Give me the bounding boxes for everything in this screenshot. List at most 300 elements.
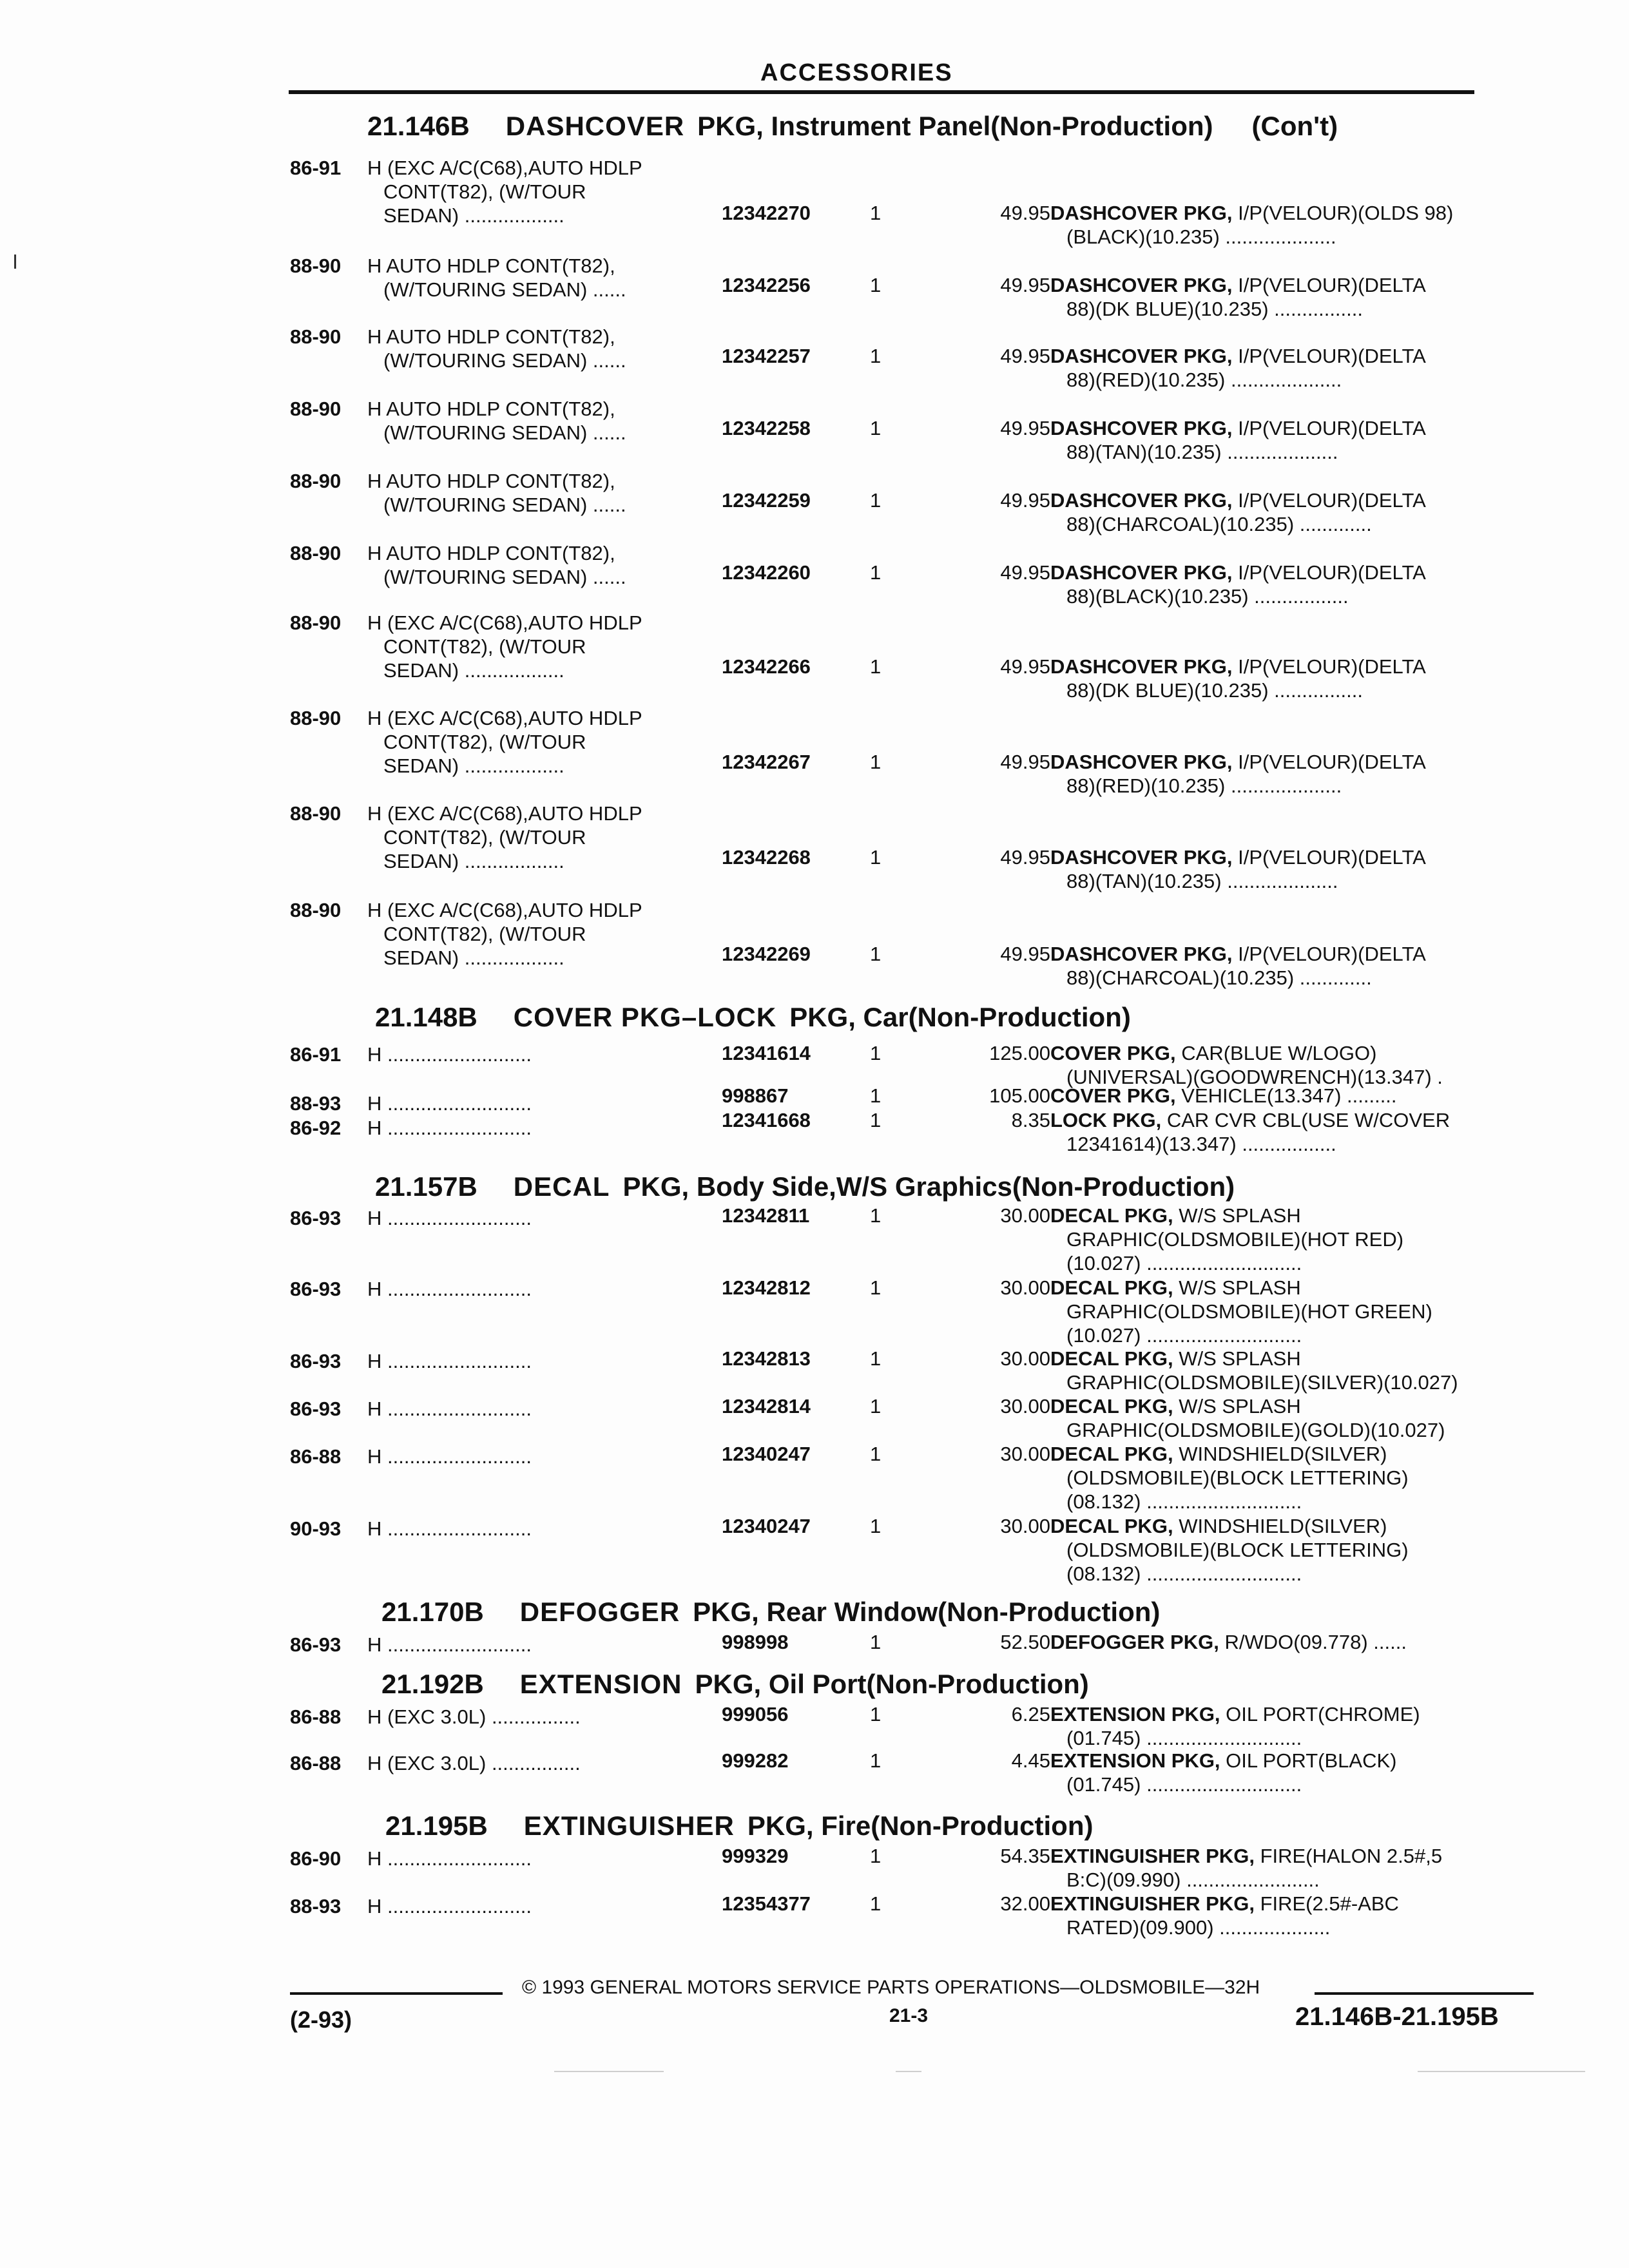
application-line: (W/TOURING SEDAN) ......: [383, 494, 626, 516]
application-text: [367, 325, 626, 372]
model-years: 86-91: [290, 1043, 342, 1066]
price: 30.00: [1000, 1395, 1050, 1418]
quantity: 1: [870, 489, 882, 512]
scan-artifact: [554, 2071, 664, 2072]
description-line: (10.027) ............................: [1066, 1324, 1302, 1347]
section-description: PKG, Car(Non-Production): [789, 1002, 1131, 1032]
part-number: 12342269: [722, 943, 811, 965]
model-years: 88-90: [290, 611, 342, 634]
quantity: 1: [870, 751, 882, 773]
price: 54.35: [1000, 1845, 1050, 1867]
application-line: CONT(T82), (W/TOUR: [383, 180, 586, 203]
footer-date: (2-93): [290, 2006, 352, 2033]
description-text: CAR(BLUE W/LOGO): [1181, 1042, 1377, 1064]
quantity: 1: [870, 1749, 882, 1772]
model-years: 86-93: [290, 1278, 342, 1300]
description-line: (08.132) ............................: [1066, 1490, 1302, 1513]
description-keyword: DASHCOVER PKG,: [1050, 274, 1233, 296]
application-line: (W/TOURING SEDAN) ......: [383, 421, 626, 444]
model-years: 88-90: [290, 255, 342, 277]
part-description: [1050, 1394, 1445, 1442]
part-description: [1050, 201, 1453, 249]
description-line: GRAPHIC(OLDSMOBILE)(HOT RED): [1066, 1228, 1404, 1251]
model-years: 88-90: [290, 398, 342, 420]
description-text: FIRE(HALON 2.5#,5: [1260, 1845, 1443, 1867]
description-line: [1050, 561, 1426, 584]
description-text: W/S SPLASH: [1179, 1347, 1301, 1370]
quantity: 1: [870, 561, 882, 584]
application-line: H ..........................: [367, 1207, 532, 1229]
quantity: 1: [870, 1443, 882, 1465]
application-text: [367, 469, 626, 517]
description-text: I/P(VELOUR)(OLDS 98): [1238, 202, 1454, 224]
quantity: 1: [870, 655, 882, 678]
price: 49.95: [1000, 274, 1050, 296]
description-keyword: DECAL PKG,: [1050, 1395, 1173, 1418]
description-line: 88)(TAN)(10.235) ....................: [1066, 441, 1338, 463]
model-years: 86-88: [290, 1706, 342, 1728]
model-years: 86-88: [290, 1445, 342, 1468]
application-line: H (EXC 3.0L) ................: [367, 1706, 581, 1728]
application-line: H ..........................: [367, 1847, 532, 1870]
description-line: (01.745) ............................: [1066, 1773, 1302, 1796]
application-text: [367, 1751, 581, 1775]
scan-mark: [14, 255, 16, 269]
quantity: 1: [870, 1845, 882, 1867]
section-number: 21.148B: [375, 1002, 477, 1032]
application-line: H ..........................: [367, 1633, 532, 1656]
description-line: 88)(TAN)(10.235) ....................: [1066, 870, 1338, 892]
description-line: B:C)(09.990) ........................: [1066, 1869, 1320, 1891]
part-number: 12342258: [722, 417, 811, 439]
part-description: [1050, 1204, 1403, 1275]
description-line: [1050, 1702, 1420, 1726]
description-line: 88)(DK BLUE)(10.235) ................: [1066, 298, 1363, 320]
section-heading: [381, 1597, 1160, 1628]
price: 49.95: [1000, 489, 1050, 512]
description-text: I/P(VELOUR)(DELTA: [1238, 561, 1426, 584]
description-text: I/P(VELOUR)(DELTA: [1238, 846, 1426, 869]
price: 30.00: [1000, 1443, 1050, 1465]
description-text: W/S SPLASH: [1179, 1276, 1301, 1299]
section-keyword: DEFOGGER: [519, 1597, 680, 1627]
part-number: 12342813: [722, 1347, 811, 1370]
application-line: H AUTO HDLP CONT(T82),: [367, 325, 615, 348]
description-line: GRAPHIC(OLDSMOBILE)(HOT GREEN): [1066, 1300, 1432, 1323]
description-line: [1050, 1347, 1458, 1370]
part-description: [1050, 1514, 1409, 1586]
price: 4.45: [1011, 1749, 1050, 1772]
application-line: H ..........................: [367, 1895, 532, 1917]
quantity: 1: [870, 846, 882, 869]
description-line: (10.027) ............................: [1066, 1252, 1302, 1274]
application-text: [367, 397, 626, 445]
application-text: [367, 156, 642, 227]
application-line: H ..........................: [367, 1043, 532, 1066]
quantity: 1: [870, 943, 882, 965]
description-keyword: COVER PKG,: [1050, 1084, 1176, 1107]
description-line: 88)(DK BLUE)(10.235) ................: [1066, 679, 1363, 702]
part-description: [1050, 273, 1426, 321]
description-line: [1050, 1084, 1397, 1108]
description-line: [1050, 488, 1426, 512]
part-number: 12340247: [722, 1443, 811, 1465]
description-line: [1050, 416, 1426, 440]
application-text: [367, 611, 642, 682]
model-years: 86-93: [290, 1633, 342, 1656]
application-line: (W/TOURING SEDAN) ......: [383, 566, 626, 588]
quantity: 1: [870, 1631, 882, 1653]
part-description: [1050, 1108, 1450, 1156]
price: 49.95: [1000, 345, 1050, 367]
part-description: [1050, 1442, 1409, 1514]
application-line: (W/TOURING SEDAN) ......: [383, 278, 626, 301]
price: 6.25: [1011, 1703, 1050, 1725]
description-keyword: DECAL PKG,: [1050, 1515, 1173, 1537]
description-line: (BLACK)(10.235) ....................: [1066, 226, 1336, 248]
description-line: [1050, 750, 1426, 774]
application-text: [367, 1445, 532, 1468]
section-heading: [375, 1171, 1235, 1202]
description-keyword: DASHCOVER PKG,: [1050, 345, 1233, 367]
section-heading: [381, 1669, 1089, 1700]
price: 49.95: [1000, 561, 1050, 584]
price: 105.00: [989, 1084, 1050, 1107]
description-keyword: COVER PKG,: [1050, 1042, 1176, 1064]
application-text: [367, 1397, 532, 1421]
application-line: H AUTO HDLP CONT(T82),: [367, 542, 615, 564]
description-keyword: DASHCOVER PKG,: [1050, 655, 1233, 678]
footer-rule-left: [290, 1992, 503, 1995]
application-line: CONT(T82), (W/TOUR: [383, 923, 586, 945]
description-text: I/P(VELOUR)(DELTA: [1238, 489, 1426, 512]
application-line: H (EXC A/C(C68),AUTO HDLP: [367, 611, 642, 634]
model-years: 86-92: [290, 1117, 342, 1139]
quantity: 1: [870, 345, 882, 367]
description-keyword: DASHCOVER PKG,: [1050, 489, 1233, 512]
model-years: 88-93: [290, 1092, 342, 1115]
section-number: 21.170B: [381, 1597, 484, 1627]
price: 49.95: [1000, 655, 1050, 678]
model-years: 86-93: [290, 1207, 342, 1229]
application-text: [367, 898, 642, 970]
section-description: PKG, Rear Window(Non-Production): [693, 1597, 1161, 1627]
application-line: CONT(T82), (W/TOUR: [383, 826, 586, 849]
description-text: W/S SPLASH: [1179, 1395, 1301, 1418]
application-line: H (EXC 3.0L) ................: [367, 1752, 581, 1774]
description-line: 88)(BLACK)(10.235) .................: [1066, 585, 1349, 608]
section-keyword: EXTENSION: [519, 1669, 682, 1699]
quantity: 1: [870, 1347, 882, 1370]
application-text: [367, 706, 642, 778]
description-keyword: DECAL PKG,: [1050, 1443, 1173, 1465]
application-text: [367, 1116, 532, 1140]
application-text: [367, 254, 626, 302]
part-description: [1050, 1084, 1397, 1108]
description-keyword: DASHCOVER PKG,: [1050, 751, 1233, 773]
description-line: [1050, 1041, 1443, 1065]
footer-section-range: 21.146B-21.195B: [1295, 2003, 1499, 2031]
description-line: (08.132) ............................: [1066, 1562, 1302, 1585]
application-line: SEDAN) ..................: [383, 659, 564, 682]
description-line: GRAPHIC(OLDSMOBILE)(GOLD)(10.027): [1066, 1419, 1445, 1441]
description-line: [1050, 1276, 1432, 1300]
description-keyword: DASHCOVER PKG,: [1050, 561, 1233, 584]
footer-rule-right: [1315, 1992, 1534, 1995]
application-line: H (EXC A/C(C68),AUTO HDLP: [367, 157, 642, 179]
part-number: 12342266: [722, 655, 811, 678]
description-text: I/P(VELOUR)(DELTA: [1238, 345, 1426, 367]
application-line: H ..........................: [367, 1350, 532, 1372]
part-description: [1050, 942, 1426, 990]
part-number: 12342260: [722, 561, 811, 584]
application-text: [367, 1705, 581, 1729]
part-number: 12342812: [722, 1276, 811, 1299]
description-text: I/P(VELOUR)(DELTA: [1238, 751, 1426, 773]
price: 49.95: [1000, 751, 1050, 773]
model-years: 88-90: [290, 707, 342, 729]
application-line: H ..........................: [367, 1445, 532, 1468]
price: 49.95: [1000, 417, 1050, 439]
page-header-title: ACCESSORIES: [760, 59, 953, 86]
description-text: WINDSHIELD(SILVER): [1179, 1443, 1387, 1465]
quantity: 1: [870, 274, 882, 296]
model-years: 88-90: [290, 802, 342, 825]
application-text: [367, 802, 642, 873]
description-keyword: DECAL PKG,: [1050, 1276, 1173, 1299]
model-years: 88-90: [290, 325, 342, 348]
section-heading: [375, 1002, 1131, 1033]
scan-artifact: [896, 2071, 921, 2072]
description-line: GRAPHIC(OLDSMOBILE)(SILVER)(10.027): [1066, 1371, 1458, 1394]
part-number: 12342814: [722, 1395, 811, 1418]
application-line: H (EXC A/C(C68),AUTO HDLP: [367, 707, 642, 729]
application-line: H ..........................: [367, 1517, 532, 1540]
quantity: 1: [870, 1042, 882, 1064]
description-line: (OLDSMOBILE)(BLOCK LETTERING): [1066, 1539, 1409, 1561]
model-years: 88-90: [290, 470, 342, 492]
section-number: 21.157B: [375, 1171, 477, 1202]
part-description: [1050, 1347, 1458, 1394]
description-keyword: EXTINGUISHER PKG,: [1050, 1892, 1255, 1915]
part-description: [1050, 561, 1426, 608]
application-line: H ..........................: [367, 1092, 532, 1115]
part-number: 12342270: [722, 202, 811, 224]
part-number: 12342256: [722, 274, 811, 296]
description-line: 88)(RED)(10.235) ....................: [1066, 774, 1342, 797]
description-keyword: LOCK PKG,: [1050, 1109, 1162, 1131]
description-text: I/P(VELOUR)(DELTA: [1238, 417, 1426, 439]
part-number: 12342267: [722, 751, 811, 773]
price: 49.95: [1000, 846, 1050, 869]
description-keyword: DECAL PKG,: [1050, 1204, 1173, 1227]
model-years: 86-90: [290, 1847, 342, 1870]
application-text: [367, 1277, 532, 1301]
part-description: [1050, 1276, 1432, 1347]
part-description: [1050, 845, 1426, 893]
description-text: W/S SPLASH: [1179, 1204, 1301, 1227]
description-text: OIL PORT(BLACK): [1226, 1749, 1397, 1772]
part-description: [1050, 655, 1426, 702]
application-line: H AUTO HDLP CONT(T82),: [367, 398, 615, 420]
price: 125.00: [989, 1042, 1050, 1064]
price: 30.00: [1000, 1204, 1050, 1227]
section-description: PKG, Body Side,W/S Graphics(Non-Production): [622, 1171, 1235, 1202]
part-number: 12342268: [722, 846, 811, 869]
price: 32.00: [1000, 1892, 1050, 1915]
price: 52.50: [1000, 1631, 1050, 1653]
part-description: [1050, 1892, 1399, 1939]
description-text: VEHICLE(13.347) .........: [1181, 1084, 1397, 1107]
model-years: 88-93: [290, 1895, 342, 1917]
section-number: 21.146B: [367, 111, 470, 141]
description-line: [1050, 845, 1426, 869]
part-number: 999329: [722, 1845, 789, 1867]
description-line: 88)(RED)(10.235) ....................: [1066, 369, 1342, 391]
part-number: 12354377: [722, 1892, 811, 1915]
description-text: I/P(VELOUR)(DELTA: [1238, 655, 1426, 678]
section-description: PKG, Oil Port(Non-Production): [695, 1669, 1089, 1699]
price: 49.95: [1000, 202, 1050, 224]
application-line: CONT(T82), (W/TOUR: [383, 731, 586, 753]
application-line: (W/TOURING SEDAN) ......: [383, 349, 626, 372]
description-line: RATED)(09.900) ....................: [1066, 1916, 1331, 1939]
model-years: 90-93: [290, 1517, 342, 1540]
quantity: 1: [870, 1395, 882, 1418]
part-number: 12340247: [722, 1515, 811, 1537]
description-line: [1050, 1108, 1450, 1132]
application-line: SEDAN) ..................: [383, 204, 564, 227]
application-text: [367, 1206, 532, 1230]
description-line: 12341614)(13.347) .................: [1066, 1133, 1336, 1155]
application-line: SEDAN) ..................: [383, 754, 564, 777]
application-text: [367, 1894, 532, 1918]
quantity: 1: [870, 1892, 882, 1915]
scan-artifact: [1418, 2071, 1585, 2072]
part-number: 999282: [722, 1749, 789, 1772]
model-years: 86-88: [290, 1752, 342, 1774]
description-line: [1050, 1892, 1399, 1916]
application-text: [367, 1043, 532, 1066]
application-line: H (EXC A/C(C68),AUTO HDLP: [367, 802, 642, 825]
model-years: 86-93: [290, 1398, 342, 1420]
application-line: H ..........................: [367, 1278, 532, 1300]
model-years: 86-91: [290, 157, 342, 179]
description-line: [1050, 1514, 1409, 1538]
price: 49.95: [1000, 943, 1050, 965]
part-description: [1050, 488, 1426, 536]
description-line: [1050, 344, 1426, 368]
quantity: 1: [870, 417, 882, 439]
part-description: [1050, 1702, 1420, 1750]
part-number: 998867: [722, 1084, 789, 1107]
part-number: 999056: [722, 1703, 789, 1725]
section-description: PKG, Instrument Panel(Non-Production): [697, 111, 1213, 141]
section-continued: (Con't): [1251, 111, 1338, 141]
part-description: [1050, 344, 1426, 392]
description-text: WINDSHIELD(SILVER): [1179, 1515, 1387, 1537]
model-years: 88-90: [290, 542, 342, 564]
section-keyword: EXTINGUISHER: [523, 1811, 735, 1841]
description-line: (01.745) ............................: [1066, 1727, 1302, 1749]
description-line: [1050, 1204, 1403, 1227]
description-text: R/WDO(09.778) ......: [1224, 1631, 1407, 1653]
application-line: H ..........................: [367, 1398, 532, 1420]
application-line: SEDAN) ..................: [383, 850, 564, 872]
application-line: CONT(T82), (W/TOUR: [383, 635, 586, 658]
header-rule: [289, 90, 1474, 94]
description-keyword: DASHCOVER PKG,: [1050, 846, 1233, 869]
part-description: [1050, 1041, 1443, 1089]
quantity: 1: [870, 1084, 882, 1107]
section-keyword: COVER PKG–LOCK: [513, 1002, 777, 1032]
description-keyword: DEFOGGER PKG,: [1050, 1631, 1219, 1653]
section-heading: [385, 1811, 1093, 1841]
application-line: H ..........................: [367, 1117, 532, 1139]
description-line: [1050, 1442, 1409, 1466]
part-description: [1050, 416, 1426, 464]
application-line: H (EXC A/C(C68),AUTO HDLP: [367, 899, 642, 921]
description-line: [1050, 655, 1426, 678]
section-keyword: DASHCOVER: [505, 111, 685, 141]
description-line: [1050, 201, 1453, 225]
section-number: 21.195B: [385, 1811, 488, 1841]
quantity: 1: [870, 1109, 882, 1131]
quantity: 1: [870, 1703, 882, 1725]
description-keyword: DASHCOVER PKG,: [1050, 943, 1233, 965]
price: 30.00: [1000, 1276, 1050, 1299]
section-keyword: DECAL: [513, 1171, 610, 1202]
application-text: [367, 1517, 532, 1541]
description-text: I/P(VELOUR)(DELTA: [1238, 274, 1426, 296]
description-line: [1050, 1630, 1407, 1654]
section-number: 21.192B: [381, 1669, 484, 1699]
application-line: SEDAN) ..................: [383, 947, 564, 969]
application-line: H AUTO HDLP CONT(T82),: [367, 255, 615, 277]
model-years: 88-90: [290, 899, 342, 921]
description-keyword: DASHCOVER PKG,: [1050, 202, 1233, 224]
description-line: [1050, 1394, 1445, 1418]
quantity: 1: [870, 1204, 882, 1227]
description-keyword: EXTENSION PKG,: [1050, 1749, 1220, 1772]
section-heading: [367, 111, 1338, 142]
description-text: OIL PORT(CHROME): [1226, 1703, 1420, 1725]
footer-copyright: © 1993 GENERAL MOTORS SERVICE PARTS OPERATIONS—OLDSMOBILE—32H: [522, 1977, 1260, 1998]
section-description: PKG, Fire(Non-Production): [747, 1811, 1094, 1841]
description-keyword: DECAL PKG,: [1050, 1347, 1173, 1370]
model-years: 86-93: [290, 1350, 342, 1372]
part-number: 12342811: [722, 1204, 810, 1227]
description-line: (UNIVERSAL)(GOODWRENCH)(13.347) .: [1066, 1066, 1443, 1088]
description-line: (OLDSMOBILE)(BLOCK LETTERING): [1066, 1466, 1409, 1489]
application-text: [367, 1091, 532, 1115]
application-text: [367, 1633, 532, 1657]
description-line: 88)(CHARCOAL)(10.235) .............: [1066, 966, 1372, 989]
description-keyword: EXTENSION PKG,: [1050, 1703, 1220, 1725]
quantity: 1: [870, 1276, 882, 1299]
description-text: I/P(VELOUR)(DELTA: [1238, 943, 1426, 965]
price: 30.00: [1000, 1515, 1050, 1537]
part-number: 998998: [722, 1631, 789, 1653]
part-number: 12341614: [722, 1042, 811, 1064]
application-text: [367, 541, 626, 589]
description-line: [1050, 1749, 1396, 1773]
description-text: CAR CVR CBL(USE W/COVER: [1166, 1109, 1451, 1131]
quantity: 1: [870, 1515, 882, 1537]
part-description: [1050, 750, 1426, 798]
description-text: FIRE(2.5#-ABC: [1260, 1892, 1399, 1915]
part-number: 12341668: [722, 1109, 811, 1131]
